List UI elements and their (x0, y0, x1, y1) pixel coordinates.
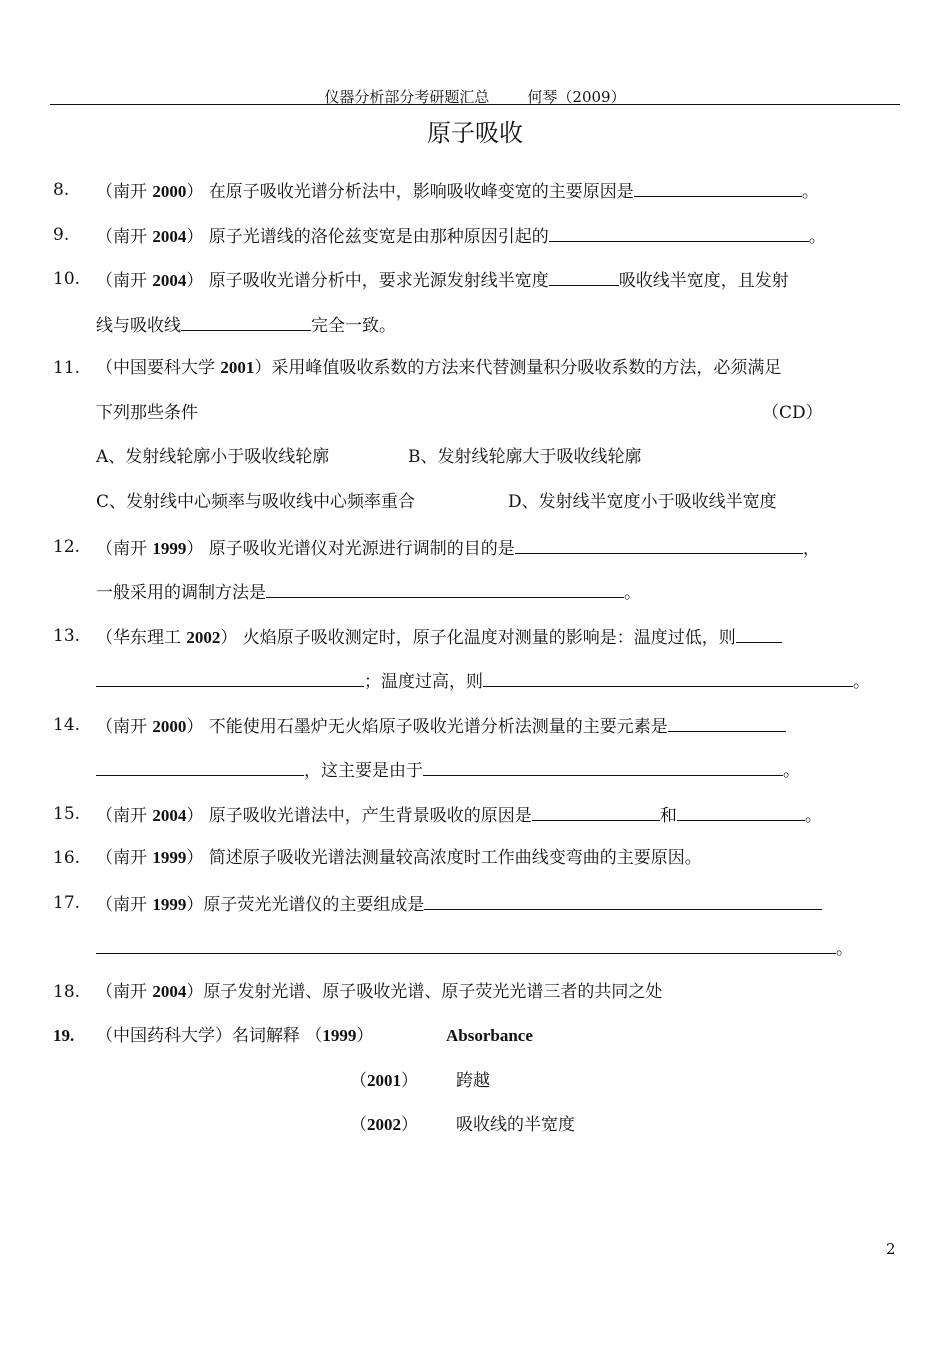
q8-line: （南开 2000） 在原子吸收光谱分析法中，影响吸收峰变宽的主要原因是 。 (96, 179, 819, 203)
q13-blank-1[interactable] (736, 625, 782, 643)
q17-line-1: （南开 1999）原子荧光光谱仪的主要组成是 (96, 892, 822, 916)
q13-blank-3[interactable] (483, 669, 853, 687)
header-title: 仪器分析部分考研题汇总 (324, 88, 490, 106)
q12-blank-1[interactable] (515, 536, 803, 554)
q16-number: 16. (53, 848, 81, 868)
q19-year-2: （2001） (350, 1071, 418, 1091)
q17-blank-1[interactable] (424, 892, 822, 910)
q11-option-a: A、发射线轮廓小于吸收线轮廓 (96, 447, 330, 467)
section-title: 原子吸收 (427, 119, 523, 147)
q9-blank[interactable] (549, 224, 809, 242)
q11-option-d: D、发射线半宽度小于吸收线半宽度 (508, 492, 777, 512)
q14-line-1: （南开 2000） 不能使用石墨炉无火焰原子吸收光谱分析法测量的主要元素是 (96, 714, 786, 738)
q8-blank[interactable] (634, 179, 802, 197)
q10-blank-1[interactable] (549, 268, 619, 286)
q13-line-2: ；温度过高，则 。 (96, 669, 870, 693)
q11-line-1: （中国要科大学 2001）采用峰值吸收系数的方法来代替测量积分吸收系数的方法，必须满足 (96, 358, 782, 378)
q14-blank-2[interactable] (96, 758, 304, 776)
q11-number: 11. (53, 358, 81, 378)
q13-number: 13. (53, 626, 81, 646)
q15-line: （南开 2004） 原子吸收光谱法中，产生背景吸收的原因是 和 。 (96, 803, 822, 827)
q17-line-2: 。 (96, 936, 853, 960)
q17-number: 17. (53, 893, 81, 913)
q10-blank-2[interactable] (181, 313, 311, 331)
q11-option-c: C、发射线中心频率与吸收线中心频率重合 (96, 492, 416, 512)
q18-number: 18. (53, 982, 81, 1002)
q19-year-3: （2002） (350, 1115, 418, 1135)
q14-blank-1[interactable] (668, 714, 786, 732)
q9-number: 9. (53, 225, 70, 245)
q12-line-2: 一般采用的调制方法是 。 (96, 580, 641, 604)
page-number: 2 (886, 1240, 896, 1258)
q10-number: 10. (53, 269, 81, 289)
q12-number: 12. (53, 537, 81, 557)
header-author: 何琴（2009） (527, 88, 626, 106)
q19-term-2: 跨越 (456, 1071, 490, 1091)
q11-answer: （CD） (762, 403, 823, 423)
q9-line: （南开 2004） 原子光谱线的洛伦兹变宽是由那种原因引起的 。 (96, 224, 826, 248)
q11-line-2: 下列那些条件 (96, 403, 198, 423)
q14-line-2: ，这主要是由于 。 (96, 758, 800, 782)
q17-blank-2[interactable] (96, 936, 836, 954)
q14-blank-3[interactable] (423, 758, 783, 776)
q16-line: （南开 1999） 简述原子吸收光谱法测量较高浓度时工作曲线变弯曲的主要原因。 (96, 848, 702, 868)
q15-blank-1[interactable] (532, 803, 660, 821)
q12-line-1: （南开 1999） 原子吸收光谱仪对光源进行调制的目的是 ， (96, 536, 820, 560)
q8-number: 8. (53, 180, 70, 200)
header-rule (50, 104, 900, 105)
q11-option-b: B、发射线轮廓大于吸收线轮廓 (408, 447, 642, 467)
q18-line: （南开 2004）原子发射光谱、原子吸收光谱、原子荧光光谱三者的共同之处 (96, 982, 663, 1002)
q12-blank-2[interactable] (266, 580, 624, 598)
q19-term-3: 吸收线的半宽度 (456, 1115, 575, 1135)
q14-number: 14. (53, 715, 81, 735)
q19-line-1: （中国药科大学）名词解释 （1999） (96, 1026, 374, 1046)
q10-line-2: 线与吸收线 完全一致。 (96, 313, 396, 337)
q19-term-1: Absorbance (446, 1026, 533, 1045)
q19-number: 19. (53, 1026, 75, 1045)
q15-number: 15. (53, 804, 81, 824)
q13-line-1: （华东理工 2002） 火焰原子吸收测定时，原子化温度对测量的影响是：温度过低，则 (96, 625, 782, 649)
q15-blank-2[interactable] (677, 803, 805, 821)
q10-line-1: （南开 2004） 原子吸收光谱分析中，要求光源发射线半宽度 吸收线半宽度，且发射 (96, 268, 789, 292)
q13-blank-2[interactable] (96, 669, 364, 687)
